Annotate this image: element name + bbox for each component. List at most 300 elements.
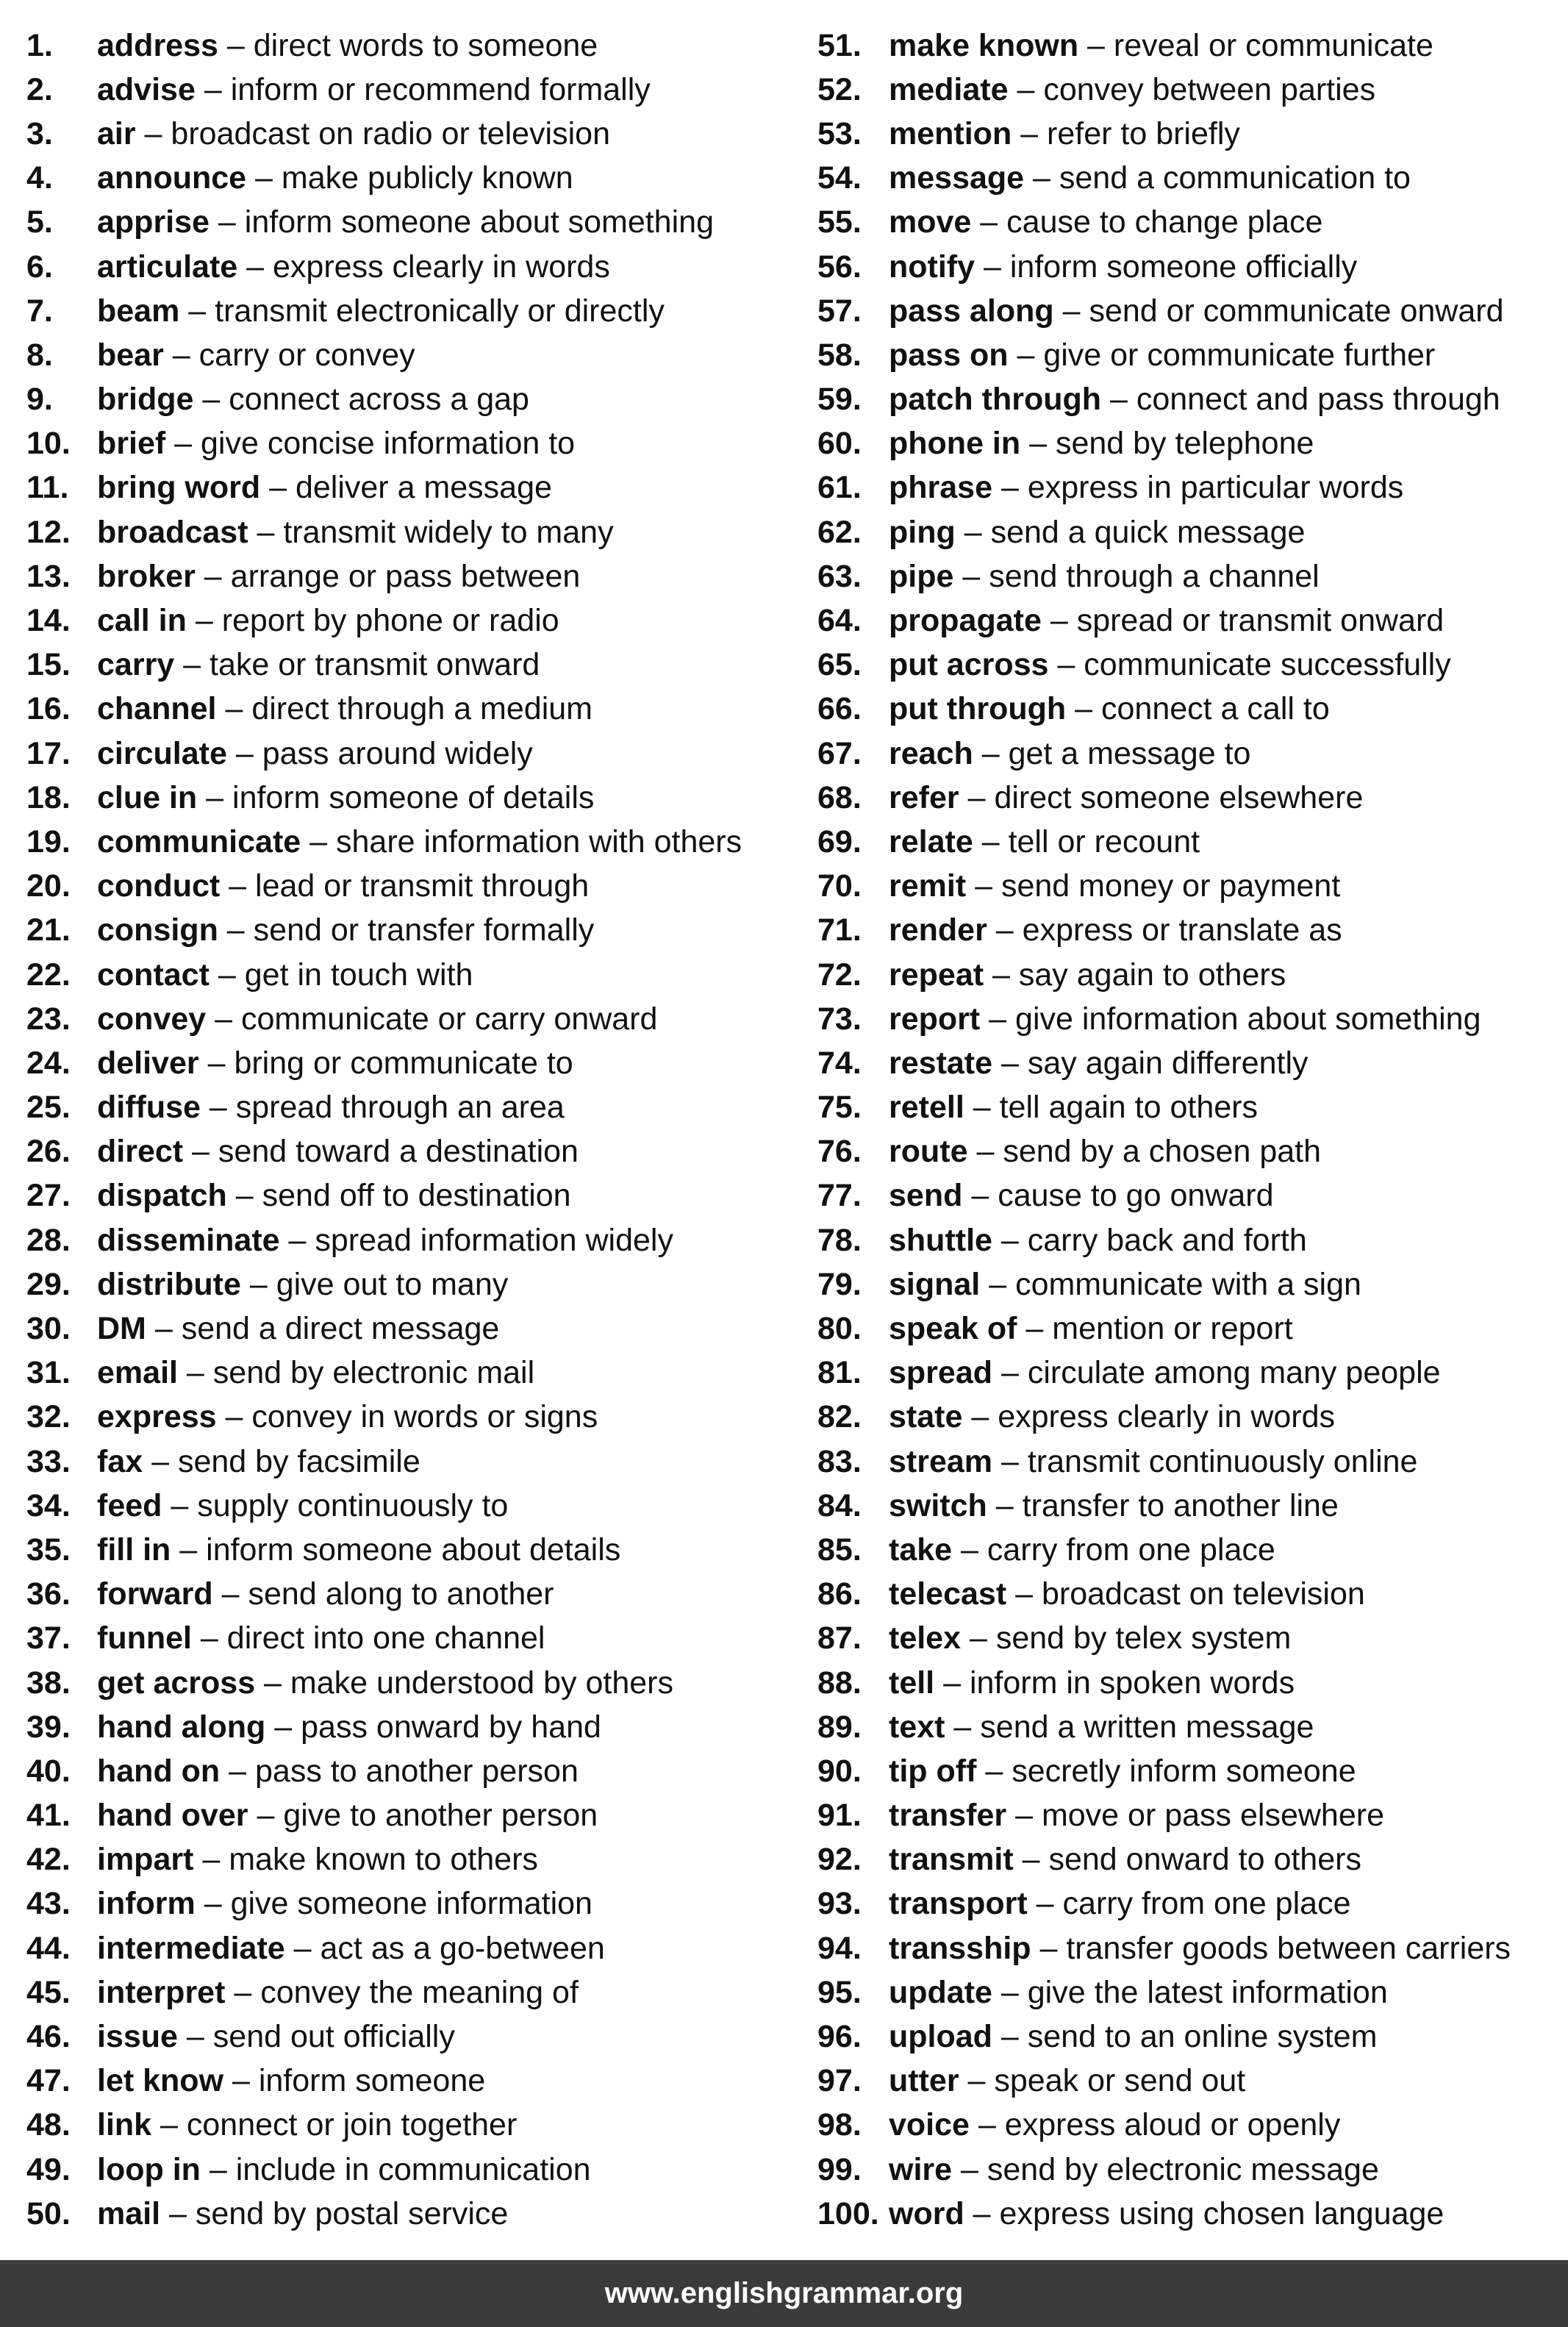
- list-item: [26, 510, 791, 554]
- item-number: 30.: [26, 1311, 71, 1347]
- item-separator: –: [226, 1178, 262, 1214]
- item-definition: communicate successfully: [1084, 647, 1451, 683]
- item-definition: inform in spoken words: [969, 1665, 1295, 1701]
- item-definition: give out to many: [276, 1266, 509, 1302]
- item-number: 19.: [26, 823, 71, 859]
- item-separator: –: [193, 382, 229, 418]
- word-list-right-column: [817, 24, 1560, 2236]
- list-item: [26, 776, 791, 820]
- item-separator: –: [220, 868, 256, 904]
- item-number: 34.: [26, 1487, 71, 1523]
- item-number: 81.: [817, 1355, 862, 1391]
- item-term: let know: [97, 2063, 224, 2099]
- list-item: [817, 820, 1560, 864]
- item-number: 36.: [26, 1576, 71, 1612]
- item-separator: –: [959, 2063, 995, 2099]
- item-definition: circulate among many people: [1027, 1355, 1441, 1391]
- item-separator: –: [143, 1443, 178, 1479]
- item-number: 78.: [817, 1222, 862, 1258]
- list-item: [817, 1395, 1560, 1440]
- item-definition: express clearly in words: [998, 1399, 1336, 1435]
- item-term: repeat: [889, 957, 984, 993]
- item-number: 93.: [817, 1886, 862, 1922]
- item-definition: broadcast on radio or television: [171, 115, 610, 151]
- item-separator: –: [1031, 1930, 1067, 1966]
- item-number: 42.: [26, 1842, 71, 1878]
- item-definition: make known to others: [229, 1842, 538, 1878]
- item-separator: –: [1041, 603, 1077, 639]
- list-item: [817, 997, 1560, 1041]
- list-item: [817, 1218, 1560, 1262]
- item-definition: direct through a medium: [251, 691, 593, 727]
- item-number: 3.: [26, 115, 53, 151]
- item-separator: –: [146, 1311, 182, 1347]
- list-item: [817, 2103, 1560, 2148]
- item-separator: –: [260, 470, 296, 506]
- item-definition: express aloud or openly: [1004, 2107, 1341, 2143]
- item-term: channel: [97, 691, 217, 727]
- list-item: [26, 2103, 791, 2148]
- item-number: 87.: [817, 1620, 862, 1656]
- item-separator: –: [206, 1001, 242, 1037]
- list-item: [817, 1838, 1560, 1882]
- item-separator: –: [195, 558, 231, 594]
- list-item: [817, 643, 1560, 687]
- item-number: 71.: [817, 912, 862, 948]
- item-number: 10.: [26, 426, 71, 462]
- list-item: [817, 466, 1560, 510]
- item-definition: inform or recommend formally: [230, 71, 651, 107]
- list-item: [817, 1262, 1560, 1307]
- item-term: ping: [889, 514, 956, 550]
- list-item: [26, 1218, 791, 1262]
- item-number: 95.: [817, 1974, 862, 2010]
- list-item: [817, 865, 1560, 909]
- list-item: [817, 289, 1560, 333]
- item-separator: –: [962, 1178, 998, 1214]
- item-separator: –: [992, 1443, 1028, 1479]
- list-item: [817, 1970, 1560, 2015]
- item-separator: –: [218, 27, 254, 63]
- item-number: 94.: [817, 1930, 862, 1966]
- list-item: [26, 1440, 791, 1484]
- item-number: 82.: [817, 1399, 862, 1435]
- item-definition: lead or transmit through: [255, 868, 590, 904]
- list-item: [817, 1440, 1560, 1484]
- item-definition: direct someone elsewhere: [994, 779, 1364, 815]
- item-number: 77.: [817, 1178, 862, 1214]
- item-term: intermediate: [97, 1930, 285, 1966]
- item-term: mail: [97, 2195, 161, 2231]
- item-number: 21.: [26, 912, 71, 948]
- item-separator: –: [209, 204, 245, 240]
- list-item: [26, 333, 791, 377]
- item-definition: make publicly known: [281, 160, 573, 196]
- list-item: [817, 245, 1560, 289]
- item-term: contact: [97, 957, 210, 993]
- item-definition: secretly inform someone: [1012, 1753, 1356, 1789]
- list-item: [817, 776, 1560, 820]
- item-number: 76.: [817, 1134, 862, 1170]
- list-item: [817, 1573, 1560, 1617]
- item-definition: tell again to others: [999, 1090, 1258, 1126]
- item-number: 44.: [26, 1930, 71, 1966]
- item-separator: –: [980, 1001, 1016, 1037]
- item-separator: –: [969, 2107, 1005, 2143]
- item-separator: –: [952, 1531, 987, 1568]
- item-term: speak of: [889, 1311, 1017, 1347]
- list-item: [26, 1484, 791, 1528]
- item-term: send: [889, 1178, 963, 1214]
- item-definition: deliver a message: [295, 470, 552, 506]
- item-term: retell: [889, 1090, 964, 1126]
- list-item: [817, 1882, 1560, 1926]
- item-term: funnel: [97, 1620, 192, 1656]
- item-separator: –: [952, 2151, 987, 2187]
- item-separator: –: [177, 1355, 213, 1391]
- item-separator: –: [984, 957, 1019, 993]
- item-number: 100.: [817, 2195, 879, 2231]
- item-definition: carry or convey: [198, 337, 415, 373]
- item-term: remit: [889, 868, 967, 904]
- item-separator: –: [200, 1090, 236, 1126]
- item-term: voice: [889, 2107, 970, 2143]
- list-item: [817, 333, 1560, 377]
- item-number: 70.: [817, 868, 862, 904]
- list-item: [817, 1528, 1560, 1572]
- list-item: [26, 643, 791, 687]
- item-term: apprise: [97, 204, 210, 240]
- item-definition: pass onward by hand: [301, 1709, 601, 1745]
- item-number: 9.: [26, 382, 53, 418]
- item-number: 72.: [817, 957, 862, 993]
- item-term: switch: [889, 1487, 987, 1523]
- item-term: update: [889, 1974, 992, 2010]
- item-separator: –: [987, 1487, 1023, 1523]
- item-number: 73.: [817, 1001, 862, 1037]
- item-separator: –: [987, 912, 1023, 948]
- item-definition: send by telephone: [1055, 426, 1314, 462]
- item-number: 46.: [26, 2019, 71, 2055]
- item-number: 32.: [26, 1399, 71, 1435]
- item-separator: –: [955, 514, 991, 550]
- item-separator: –: [964, 2195, 1000, 2231]
- item-definition: send off to destination: [262, 1178, 571, 1214]
- item-number: 64.: [817, 603, 862, 639]
- item-separator: –: [961, 1620, 996, 1656]
- list-item: [26, 1351, 791, 1395]
- item-definition: say again differently: [1027, 1045, 1309, 1081]
- item-term: spread: [889, 1355, 993, 1391]
- item-separator: –: [225, 1974, 261, 2010]
- item-term: pass along: [889, 293, 1054, 329]
- item-separator: –: [198, 1045, 235, 1081]
- item-separator: –: [174, 647, 210, 683]
- item-number: 92.: [817, 1842, 862, 1878]
- item-definition: give or communicate further: [1043, 337, 1436, 373]
- item-number: 89.: [817, 1709, 862, 1745]
- item-number: 99.: [817, 2151, 862, 2187]
- item-definition: pass around widely: [262, 735, 533, 771]
- list-item: [26, 289, 791, 333]
- item-number: 68.: [817, 779, 862, 815]
- item-definition: send money or payment: [1000, 868, 1341, 904]
- item-number: 14.: [26, 603, 71, 639]
- item-term: propagate: [889, 603, 1042, 639]
- item-separator: –: [218, 912, 254, 948]
- list-item: [26, 1794, 791, 1838]
- item-number: 38.: [26, 1665, 71, 1701]
- item-separator: –: [1008, 337, 1044, 373]
- item-number: 58.: [817, 337, 862, 373]
- item-definition: inform someone of details: [232, 779, 595, 815]
- item-separator: –: [265, 1709, 301, 1745]
- item-term: link: [97, 2107, 152, 2143]
- item-separator: –: [1027, 1886, 1063, 1922]
- item-number: 88.: [817, 1665, 862, 1701]
- item-number: 66.: [817, 691, 862, 727]
- item-definition: express clearly in words: [273, 249, 610, 285]
- list-item: [26, 909, 791, 953]
- list-item: [817, 157, 1560, 201]
- item-separator: –: [1024, 160, 1059, 196]
- item-separator: –: [183, 1134, 218, 1170]
- item-number: 18.: [26, 779, 71, 815]
- item-number: 51.: [817, 27, 862, 63]
- item-term: conduct: [97, 868, 221, 904]
- item-number: 5.: [26, 204, 53, 240]
- item-number: 11.: [26, 470, 69, 506]
- item-term: report: [889, 1001, 981, 1037]
- list-item: [817, 2015, 1560, 2059]
- item-separator: –: [216, 691, 252, 727]
- list-item: [817, 909, 1560, 953]
- list-item: [26, 1528, 791, 1572]
- item-term: phone in: [889, 426, 1021, 462]
- item-separator: –: [1078, 27, 1114, 63]
- list-item: [817, 1661, 1560, 1705]
- list-item: [26, 1086, 791, 1130]
- item-separator: –: [160, 2195, 196, 2231]
- item-term: relate: [889, 823, 973, 859]
- item-number: 24.: [26, 1045, 71, 1081]
- item-separator: –: [992, 470, 1028, 506]
- item-separator: –: [1101, 382, 1136, 418]
- item-definition: convey between parties: [1043, 71, 1376, 107]
- item-definition: send by telex system: [995, 1620, 1292, 1656]
- item-definition: connect across a gap: [229, 382, 529, 418]
- item-definition: send a quick message: [990, 514, 1306, 550]
- item-separator: –: [1053, 293, 1089, 329]
- item-separator: –: [240, 1266, 276, 1302]
- item-number: 12.: [26, 514, 71, 550]
- list-item: [26, 1130, 791, 1174]
- item-definition: transmit widely to many: [283, 514, 614, 550]
- item-separator: –: [212, 1576, 248, 1612]
- list-item: [26, 2059, 791, 2103]
- item-separator: –: [197, 779, 233, 815]
- item-definition: carry from one place: [987, 1531, 1275, 1568]
- item-number: 26.: [26, 1134, 71, 1170]
- item-number: 54.: [817, 160, 862, 196]
- item-definition: get in touch with: [244, 957, 473, 993]
- list-item: [817, 1749, 1560, 1793]
- item-number: 55.: [817, 204, 862, 240]
- item-term: refer: [889, 779, 959, 815]
- item-number: 86.: [817, 1576, 862, 1612]
- item-definition: supply continuously to: [197, 1487, 509, 1523]
- item-definition: send toward a destination: [218, 1134, 579, 1170]
- item-number: 7.: [26, 293, 53, 329]
- item-term: notify: [889, 249, 975, 285]
- item-term: interpret: [97, 1974, 226, 2010]
- list-item: [26, 1661, 791, 1705]
- item-definition: direct into one channel: [226, 1620, 545, 1656]
- item-number: 39.: [26, 1709, 71, 1745]
- item-number: 52.: [817, 71, 862, 107]
- item-definition: send a communication to: [1059, 160, 1411, 196]
- item-term: communicate: [97, 823, 301, 859]
- item-separator: –: [279, 1222, 315, 1258]
- item-definition: send a written message: [980, 1709, 1314, 1745]
- list-item: [26, 1573, 791, 1617]
- item-definition: communicate or carry onward: [241, 1001, 658, 1037]
- item-term: telex: [889, 1620, 962, 1656]
- list-item: [26, 953, 791, 997]
- item-separator: –: [1017, 1311, 1053, 1347]
- item-term: feed: [97, 1487, 162, 1523]
- item-term: message: [889, 160, 1025, 196]
- item-term: put across: [889, 647, 1049, 683]
- item-term: mediate: [889, 71, 1009, 107]
- list-item: [26, 1617, 791, 1661]
- item-term: bear: [97, 337, 164, 373]
- item-definition: inform someone about details: [206, 1531, 621, 1568]
- item-definition: communicate with a sign: [1015, 1266, 1361, 1302]
- item-separator: –: [220, 1753, 256, 1789]
- item-number: 53.: [817, 115, 862, 151]
- item-definition: transfer goods between carriers: [1066, 1930, 1511, 1966]
- item-number: 59.: [817, 382, 862, 418]
- item-definition: express or translate as: [1022, 912, 1342, 948]
- item-definition: tell or recount: [1008, 823, 1200, 859]
- item-term: impart: [97, 1842, 194, 1878]
- item-number: 1.: [26, 27, 53, 63]
- item-separator: –: [953, 558, 989, 594]
- item-definition: pass to another person: [255, 1753, 579, 1789]
- item-term: call in: [97, 603, 187, 639]
- item-separator: –: [171, 1531, 207, 1568]
- item-number: 74.: [817, 1045, 862, 1081]
- list-item: [817, 378, 1560, 422]
- item-number: 57.: [817, 293, 862, 329]
- item-number: 45.: [26, 1974, 71, 2010]
- item-term: direct: [97, 1134, 184, 1170]
- item-term: beam: [97, 293, 180, 329]
- item-separator: –: [163, 337, 199, 373]
- list-item: [817, 732, 1560, 776]
- item-term: stream: [889, 1443, 993, 1479]
- item-number: 25.: [26, 1090, 71, 1126]
- item-term: forward: [97, 1576, 213, 1612]
- list-item: [817, 1926, 1560, 1970]
- list-item: [26, 554, 791, 598]
- footer-url[interactable]: www.englishgrammar.org: [604, 2277, 964, 2309]
- item-separator: –: [135, 115, 171, 151]
- item-separator: –: [992, 2019, 1028, 2055]
- list-item: [26, 732, 791, 776]
- item-separator: –: [246, 160, 282, 196]
- list-item: [817, 1484, 1560, 1528]
- item-term: telecast: [889, 1576, 1007, 1612]
- item-separator: –: [934, 1665, 970, 1701]
- item-definition: reveal or communicate: [1113, 27, 1433, 63]
- item-number: 6.: [26, 249, 53, 285]
- list-item: [26, 1307, 791, 1351]
- item-separator: –: [962, 1399, 998, 1435]
- item-number: 84.: [817, 1487, 862, 1523]
- list-item: [817, 510, 1560, 554]
- item-term: consign: [97, 912, 218, 948]
- item-separator: –: [992, 1974, 1028, 2010]
- item-definition: transmit electronically or directly: [215, 293, 665, 329]
- item-term: patch through: [889, 382, 1102, 418]
- item-separator: –: [255, 1665, 290, 1701]
- item-separator: –: [162, 1487, 198, 1523]
- list-item: [26, 68, 791, 112]
- item-separator: –: [248, 514, 284, 550]
- list-item: [26, 2015, 791, 2059]
- item-separator: –: [966, 868, 1001, 904]
- item-definition: send through a channel: [989, 558, 1320, 594]
- item-number: 83.: [817, 1443, 862, 1479]
- item-definition: take or transmit onward: [210, 647, 540, 683]
- item-number: 28.: [26, 1222, 71, 1258]
- item-separator: –: [200, 2151, 236, 2187]
- item-number: 91.: [817, 1798, 862, 1834]
- item-number: 60.: [817, 426, 862, 462]
- item-definition: express using chosen language: [999, 2195, 1445, 2231]
- list-item: [817, 1794, 1560, 1838]
- item-separator: –: [1020, 426, 1056, 462]
- item-term: put through: [889, 691, 1067, 727]
- item-term: transship: [889, 1930, 1031, 1966]
- item-number: 43.: [26, 1886, 71, 1922]
- item-number: 80.: [817, 1311, 862, 1347]
- item-term: utter: [889, 2063, 959, 2099]
- item-term: hand over: [97, 1798, 248, 1834]
- footer-bar: [0, 2260, 1568, 2327]
- item-term: transfer: [889, 1798, 1007, 1834]
- item-definition: share information with others: [336, 823, 742, 859]
- item-definition: spread or transmit onward: [1076, 603, 1445, 639]
- item-number: 4.: [26, 160, 53, 196]
- item-number: 85.: [817, 1531, 862, 1568]
- item-term: text: [889, 1709, 945, 1745]
- item-definition: carry back and forth: [1027, 1222, 1307, 1258]
- item-separator: –: [1048, 647, 1084, 683]
- item-definition: carry from one place: [1062, 1886, 1351, 1922]
- item-term: render: [889, 912, 987, 948]
- item-separator: –: [195, 1886, 231, 1922]
- list-item: [26, 997, 791, 1041]
- item-separator: –: [191, 1620, 227, 1656]
- item-separator: –: [216, 1399, 252, 1435]
- item-separator: –: [195, 71, 231, 107]
- item-term: air: [97, 115, 136, 151]
- item-separator: –: [967, 1134, 1003, 1170]
- item-separator: –: [193, 1842, 229, 1878]
